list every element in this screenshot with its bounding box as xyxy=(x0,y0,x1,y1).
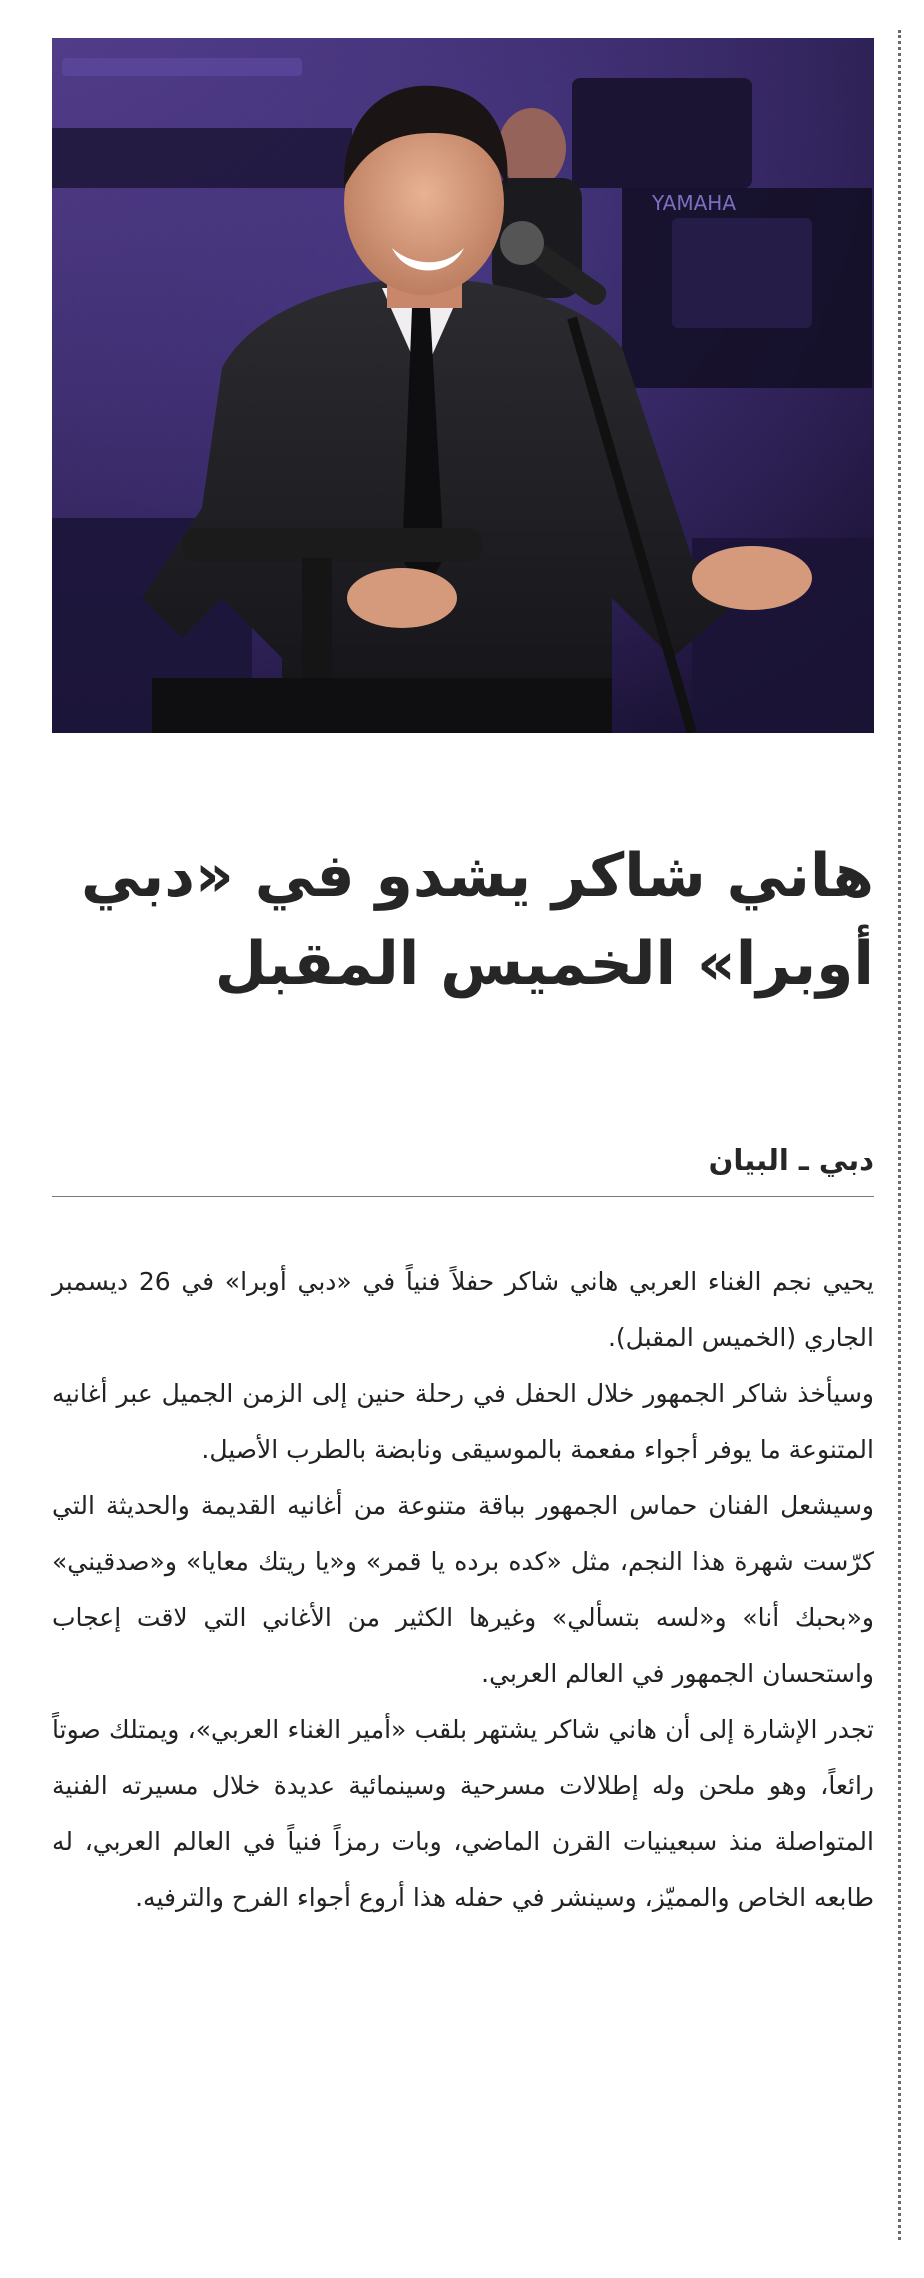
article-byline: دبي ـ البيان xyxy=(708,1143,874,1177)
photo-brand-text: YAMAHA xyxy=(652,191,737,215)
article-paragraph: تجدر الإشارة إلى أن هاني شاكر يشتهر بلقب «أمير الغناء العربي»، ويمتلك صوتاً رائعاً، وهو ملحن وله إطلالات مسرحية وسينمائية عديدة خلال مسيرته الفنية المتواصلة منذ سبعينيات القرن الماضي، وبات رمزاً فنياً في العالم العربي، له طابعه الخاص والمميّز، وسينشر في حفله هذا أروع أجواء الفرح والترفيه. xyxy=(52,1715,874,1912)
byline-divider xyxy=(52,1196,874,1197)
column-divider xyxy=(898,30,901,2240)
article-photo xyxy=(52,38,874,733)
article-headline: هاني شاكر يشدو في «دبي أوبرا» الخميس المقبل xyxy=(81,841,874,999)
article-paragraph: يحيي نجم الغناء العربي هاني شاكر حفلاً فنياً في «دبي أوبرا» في 26 ديسمبر الجاري (الخميس المقبل). xyxy=(52,1267,874,1352)
article-body xyxy=(52,1254,874,1926)
article-paragraph: وسيأخذ شاكر الجمهور خلال الحفل في رحلة حنين إلى الزمن الجميل عبر أغانيه المتنوعة ما يوفر أجواء مفعمة بالموسيقى ونابضة بالطرب الأصيل. xyxy=(52,1379,874,1464)
article-paragraph: وسيشعل الفنان حماس الجمهور بباقة متنوعة من أغانيه القديمة والحديثة التي كرّست شهرة هذا النجم، مثل «كده برده يا قمر» و«يا ريتك معايا» و«صدقيني» و«بحبك أنا» و«لسه بتسألي» وغيرها الكثير من الأغاني التي لاقت إعجاب واستحسان الجمهور في العالم العربي. xyxy=(52,1491,874,1688)
singer-on-stage-image xyxy=(52,38,874,733)
